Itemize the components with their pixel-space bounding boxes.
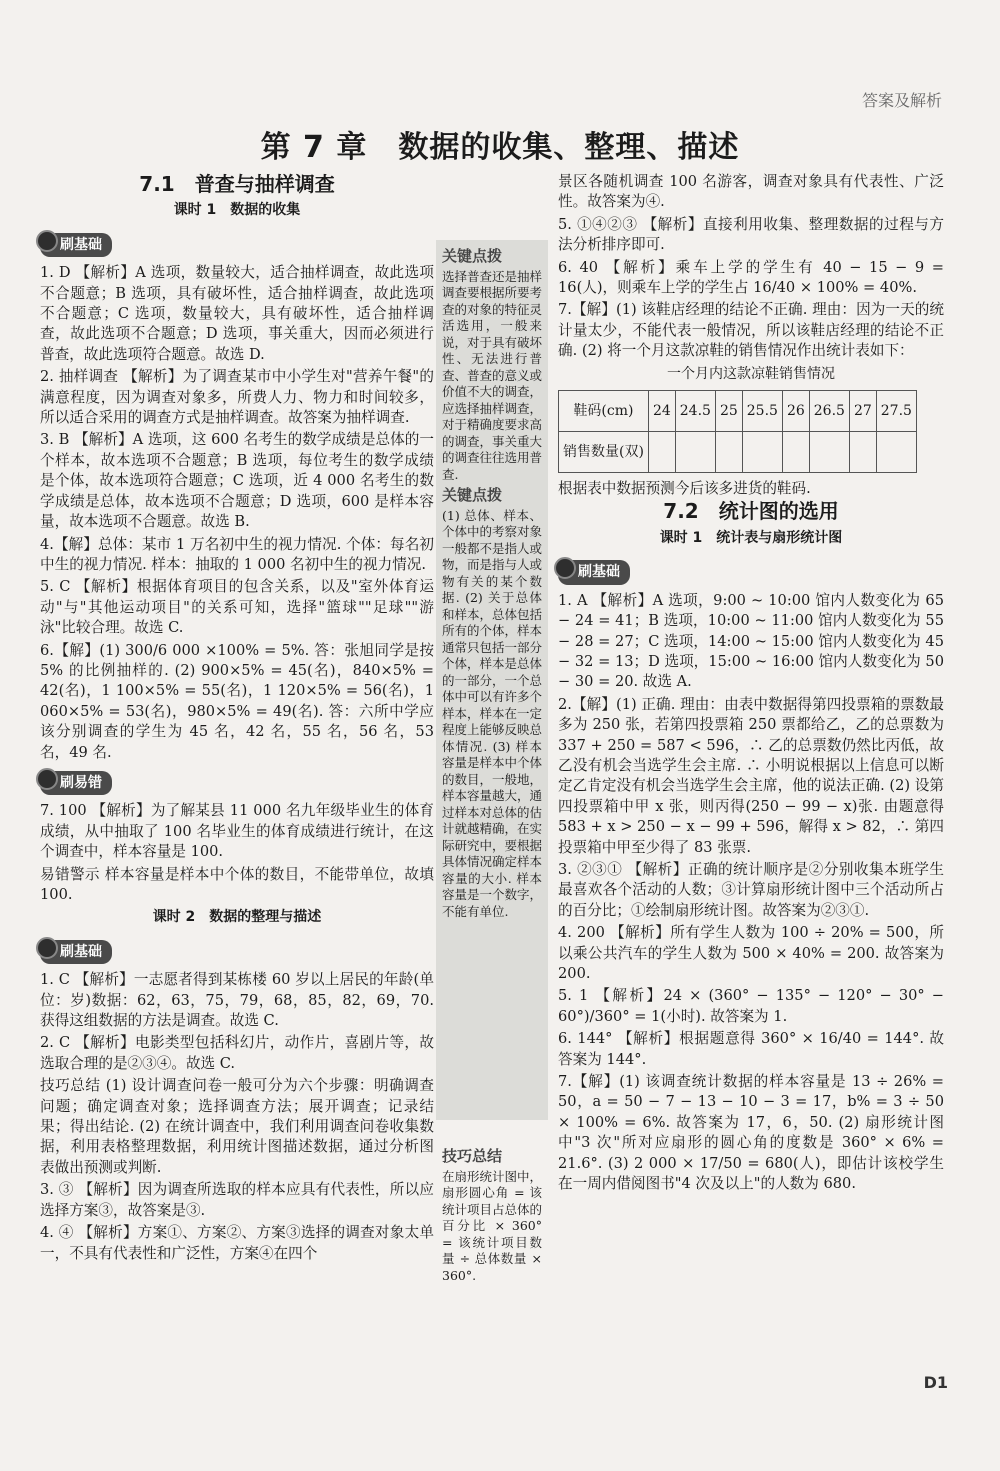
qty-cell (809, 432, 849, 473)
size-cell: 25.5 (742, 391, 782, 432)
sidebar-note-1: 选择普查还是抽样调查要根据所要考查的对象的特征灵活选用，一般来说，对于具有破坏性、无法进行普查、普查的意义或价值不大的调查，应选择抽样调查，对于精确度要求高的调查，事关重大的调查往往选用普查. (442, 268, 543, 482)
badge-basic-2: 刷基础 (40, 940, 112, 964)
lesson-title-2: 课时 2 数据的整理与描述 (152, 909, 322, 926)
qty-cell (849, 432, 876, 473)
error-warning: 易错警示 样本容量是样本中个体的数目，不能带单位，故填 100. (40, 865, 434, 903)
answer-6: 6.【解】(1) 300/6 000 ×100% = 5%. 答：张旭同学是按 5% 的比例抽样的. (2) 900×5% = 45(名)，840×5% = 42(名)，1 100×5% = 55(名)，1 120×5% = 56(名)，1 060×5% = 53(名)，980×5% = 49(名). 答：六所中学应该分别调查的学生为 45 名，42 名，55 名，56 名，53 名，49 名. (40, 641, 434, 761)
answer-d5: 5. 1 【解析】24 × (360° − 135° − 120° − 30° − 60°)/360° = 1(小时). 故答案为 1. (558, 987, 944, 1025)
answer-2: 2. 抽样调查 【解析】为了调查某市中小学生对"营养午餐"的满意程度，因为调查对象多，所费人力、物力和时间较多，所以适合采用的调查方式是抽样调查。故答案为抽样调查. (40, 368, 434, 427)
answer-1: 1. D 【解析】A 选项，数量较大，适合抽样调查，故此选项不合题意；B 选项，具有破坏性，适合抽样调查，故此选项不合题意；C 选项，数量较大，具有破坏性，适合抽样调查，故此选项不合题意；D 选项，事关重大，因而必须进行普查，故此选项符合题意。故选 D. (40, 264, 434, 363)
section-title-2: 7.2 统计图的选用 (663, 499, 839, 524)
table-head-size: 鞋码(cm) (559, 391, 649, 432)
right-column (558, 172, 944, 1196)
answer-c5: 5. ①④②③ 【解析】直接利用收集、整理数据的过程与方法分析排序即可. (558, 215, 944, 254)
qty-cell (876, 432, 916, 473)
table-row (559, 391, 917, 432)
left-column (40, 172, 434, 1266)
chapter-title: 第 7 章 数据的收集、整理、描述 (260, 130, 740, 165)
sidebar-tag-2: 关键点拨 (442, 486, 503, 504)
answer-c7-end: 根据表中数据预测今后该多进货的鞋码. (558, 480, 811, 498)
lesson-title: 课时 1 数据的收集 (173, 202, 301, 219)
answer-b3: 3. ③ 【解析】因为调查所选取的样本应具有代表性，所以应选择方案③，故答案是③. (40, 1181, 434, 1219)
sales-table (558, 390, 917, 473)
page-number: D1 (923, 1373, 948, 1392)
sidebar-tag-1: 关键点拨 (442, 247, 503, 265)
answer-c0: 景区各随机调查 100 名游客，调查对象具有代表性、广泛性。故答案为④. (558, 173, 944, 211)
badge-error: 刷易错 (40, 771, 112, 795)
answer-d1: 1. A 【解析】A 选项，9:00 ~ 10:00 馆内人数变化为 65 − 24 = 41；B 选项，10:00 ~ 11:00 馆内人数变化为 55 − 28 = 27；C 选项，14:00 ~ 15:00 馆内人数变化为 45 − 32 = 13；D 选项，15:00 ~ 16:00 馆内人数变化为 50 − 30 = 20. 故选 A. (558, 591, 944, 691)
size-cell: 26 (782, 391, 809, 432)
answer-d4: 4. 200 【解析】所有学生人数为 100 ÷ 20% = 500，所以乘公共汽车的学生人数为 500 × 40% = 200. 故答案为 200. (558, 924, 944, 982)
sidebar-tag-3: 技巧总结 (442, 1147, 503, 1165)
sidebar-notes-2 (436, 1140, 548, 1290)
size-cell: 27 (849, 391, 876, 432)
qty-cell (742, 432, 782, 473)
answer-d7: 7.【解】(1) 该调查统计数据的样本容量是 13 ÷ 26% = 50，a = 50 − 7 − 13 − 10 − 3 = 17，b% = 3 ÷ 50 × 100% = 6%. 故答案为 17，6，50. (2) 扇形统计图中"3 次"所对应扇形的圆心角的度数是 360° × 6% = 21.6°. (3) 2 000 × 17/50 = 680(人)，即估计该校学生在一周内借阅图书"4 次及以上"的人数为 680. (558, 1073, 944, 1193)
table-head-qty: 销售数量(双) (559, 432, 649, 473)
answer-5: 5. C 【解析】根据体育项目的包含关系，以及"室外体育运动"与"其他运动项目"的关系可知，选择"篮球""足球""游泳"比较合理。故选 C. (40, 578, 434, 637)
answer-d2: 2.【解】(1) 正确. 理由：由表中数据得第四投票箱的票数最多为 250 张，若第四投票箱 250 票都给乙，乙的总票数为 337 + 250 = 587 < 596，∴ 乙的总票数仍然比丙低，故乙没有机会当选学生会主席. ∴ 小明说根据以上信息可以断定乙肯定没有机会当选学生会主席，他的说法正确. (2) 设第四投票箱中甲 x 张，则丙得(250 − 99 − x)张. 由题意得 583 + x > 250 − x − 99 + 596，解得 x > 82，∴ 第四投票箱中甲至少得了 83 张票. (558, 695, 944, 856)
size-cell: 26.5 (809, 391, 849, 432)
table-row (559, 432, 917, 473)
sidebar-note-3: 在扇形统计图中，扇形圆心角 = 该统计项目占总体的百分比 × 360° = 该统计项目数量 ÷ 总体数量 × 360°. (442, 1168, 543, 1283)
table-caption: 一个月内这款凉鞋销售情况 (667, 365, 835, 382)
answer-3: 3. B 【解析】A 选项，这 600 名考生的数学成绩是总体的一个样本，故本选项不合题意；B 选项，每位考生的数学成绩是个体，故本选项符合题意；C 选项，近 4 000 名考生的数学成绩是总体，故本选项不合题意；D 选项，600 是样本容量，故本选项不合题意。故选 B. (40, 431, 434, 531)
badge-basic: 刷基础 (40, 233, 112, 257)
answer-b2: 2. C 【解析】电影类型包括科幻片，动作片，喜剧片等，故选取合理的是②③④。故选 C. (40, 1034, 434, 1072)
answer-b1: 1. C 【解析】一志愿者得到某栋楼 60 岁以上居民的年龄(单位：岁)数据：62，63，75，79，68，85，82，69，70. 获得这组数据的方法是调查。故选 C. (40, 971, 434, 1030)
size-cell: 24.5 (675, 391, 715, 432)
qty-cell (782, 432, 809, 473)
sidebar-notes (436, 240, 548, 1120)
answer-c7: 7.【解】(1) 该鞋店经理的结论不正确. 理由：因为一天的统计量太少，不能代表一般情况，所以该鞋店经理的结论不正确. (2) 将一个月这款凉鞋的销售情况作出统计表如下： (558, 301, 944, 360)
answer-4: 4.【解】总体：某市 1 万名初中生的视力情况. 个体：每名初中生的视力情况. 样本：抽取的 1 000 名初中生的视力情况. (40, 535, 434, 573)
sidebar-note-2: (1) 总体、样本、个体中的考察对象一般都不是指人或物，而是指与人或物有关的某个数据. (2) 关于总体和样本，总体包括所有的个体，样本通常只包括一部分个体，样本是总体的一部分，一个总体中可以有许多个样本，样本在一定程度上能够反映总体情况. (3) 样本容量是样本中个体的数目，一般地，样本容量越大，通过样本对总体的估计就越精确，在实际研究中，要根据具体情况确定样本容量的大小. 样本容量是一个数字，不能有单位. (442, 507, 543, 919)
qty-cell (675, 432, 715, 473)
size-cell: 25 (715, 391, 742, 432)
badge-basic-3: 刷基础 (558, 560, 630, 584)
answer-d6: 6. 144° 【解析】根据题意得 360° × 16/40 = 144°. 故答案为 144°. (558, 1030, 944, 1068)
size-cell: 24 (648, 391, 675, 432)
tip-summary: 技巧总结 (1) 设计调查问卷一般可分为六个步骤：明确调查问题；确定调查对象；选择调查方法；展开调查；记录结果；得出结论. (2) 在统计调查中，我们利用调查问卷收集数据，利用表格整理数据，利用统计图描述数据，通过分析图表做出预测或判断. (40, 1077, 434, 1176)
qty-cell (715, 432, 742, 473)
size-cell: 27.5 (876, 391, 916, 432)
page-header: 答案及解析 (861, 91, 942, 110)
answer-c6: 6. 40 【解析】乘车上学的学生有 40 − 15 − 9 = 16(人)，则乘车上学的学生占 16/40 × 100% = 40%. (558, 258, 944, 297)
answer-b4: 4. ④ 【解析】方案①、方案②、方案③选择的调查对象太单一，不具有代表性和广泛性，方案④在四个 (40, 1224, 434, 1262)
answer-d3: 3. ②③① 【解析】正确的统计顺序是②分别收集本班学生最喜欢各个活动的人数；③计算扇形统计图中三个活动所占的百分比；①绘制扇形统计图。故答案为②③①. (558, 860, 944, 919)
lesson-title-3: 课时 1 统计表与扇形统计图 (659, 529, 843, 546)
section-title: 7.1 普查与抽样调查 (139, 172, 335, 196)
qty-cell (648, 432, 675, 473)
answer-7: 7. 100 【解析】为了解某县 11 000 名九年级毕业生的体育成绩，从中抽取了 100 名毕业生的体育成绩进行统计，在这个调查中，样本容量是 100. (40, 802, 434, 861)
